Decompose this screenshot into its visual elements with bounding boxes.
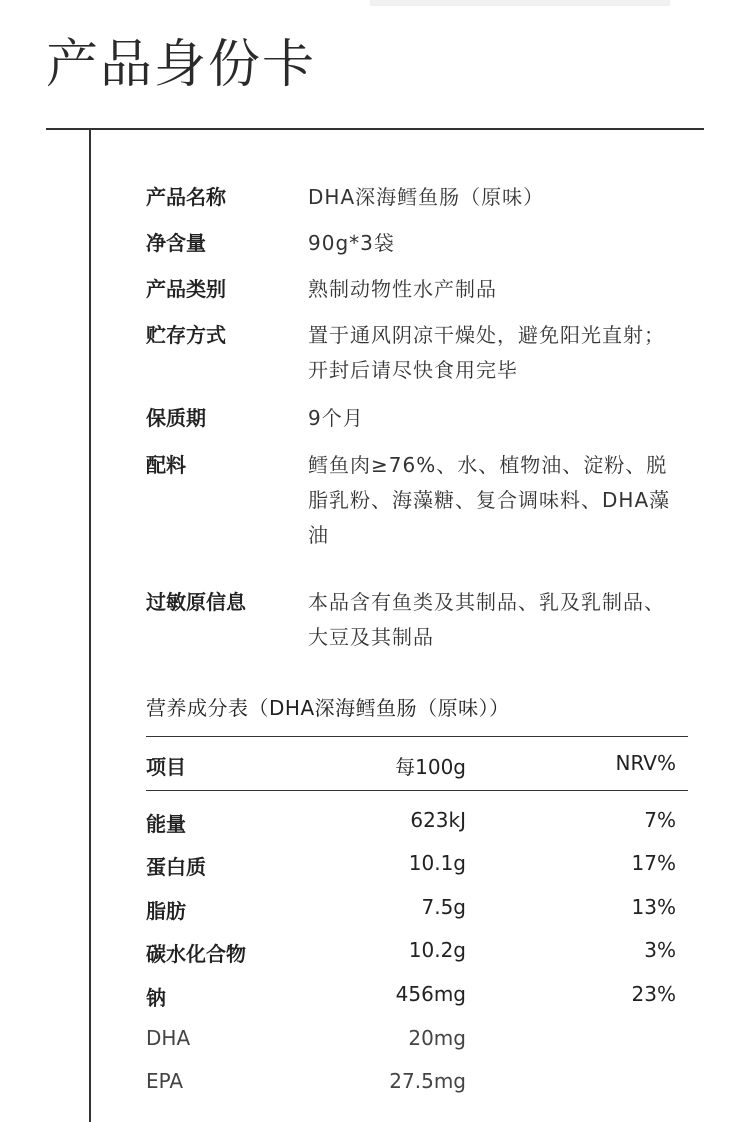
info-label: 过敏原信息 (146, 590, 246, 614)
left-divider (89, 128, 91, 1122)
table-row (146, 851, 686, 881)
info-value: 鳕鱼肉≥76%、水、植物油、淀粉、脱脂乳粉、海藻糖、复合调味料、DHA藻油 (308, 453, 671, 547)
info-value: 置于通风阴凉干燥处，避免阳光直射；开封后请尽快食用完毕 (308, 323, 665, 382)
info-row-net-content (146, 226, 686, 261)
info-value: 熟制动物性水产制品 (308, 277, 497, 301)
info-row-shelf-life (146, 401, 686, 436)
table-rule-top (146, 736, 688, 737)
nutrition-title: 营养成分表（DHA深海鳕鱼肠（原味）） (146, 696, 510, 720)
row-per100g: 623kJ (410, 808, 466, 832)
info-value: 本品含有鱼类及其制品、乳及乳制品、大豆及其制品 (308, 590, 665, 649)
header-divider (46, 128, 704, 130)
info-value: 9个月 (308, 406, 364, 430)
table-header (146, 751, 686, 781)
info-label: 产品名称 (146, 185, 226, 209)
info-row-name (146, 180, 686, 215)
row-per100g: 10.2g (408, 938, 466, 962)
info-label: 保质期 (146, 406, 206, 430)
header-item: 项目 (146, 755, 186, 779)
info-row-allergen (146, 585, 686, 657)
table-row (146, 808, 686, 838)
info-label: 产品类别 (146, 277, 226, 301)
row-item: 能量 (146, 812, 186, 836)
table-row (146, 1069, 686, 1099)
info-label: 贮存方式 (146, 323, 226, 347)
table-row (146, 982, 686, 1012)
row-per100g: 7.5g (421, 895, 466, 919)
row-item: EPA (146, 1069, 184, 1093)
info-row-ingredients (146, 448, 686, 556)
row-item: 蛋白质 (146, 855, 206, 879)
header-per100g: 每100g (395, 755, 466, 779)
row-item: 碳水化合物 (146, 942, 246, 966)
row-item: 钠 (146, 986, 166, 1010)
table-row (146, 895, 686, 925)
info-value: 90g*3袋 (308, 231, 395, 255)
row-nrv: 23% (631, 982, 676, 1006)
top-fade-bar (370, 0, 670, 6)
table-row (146, 938, 686, 968)
row-per100g: 456mg (395, 982, 466, 1006)
row-nrv: 13% (631, 895, 676, 919)
row-nrv: 3% (644, 938, 676, 962)
info-label: 配料 (146, 453, 186, 477)
info-row-storage (146, 318, 686, 390)
info-label: 净含量 (146, 231, 206, 255)
info-value: DHA深海鳕鱼肠（原味） (308, 185, 545, 209)
table-rule-header (146, 790, 688, 791)
page-title: 产品身份卡 (46, 35, 317, 95)
row-item: DHA (146, 1026, 191, 1050)
header-nrv: NRV% (615, 751, 676, 775)
row-nrv: 17% (631, 851, 676, 875)
row-nrv: 7% (644, 808, 676, 832)
row-per100g: 27.5mg (389, 1069, 466, 1093)
row-per100g: 10.1g (408, 851, 466, 875)
info-row-category (146, 272, 686, 307)
row-item: 脂肪 (146, 899, 186, 923)
table-row (146, 1026, 686, 1056)
row-per100g: 20mg (408, 1026, 466, 1050)
